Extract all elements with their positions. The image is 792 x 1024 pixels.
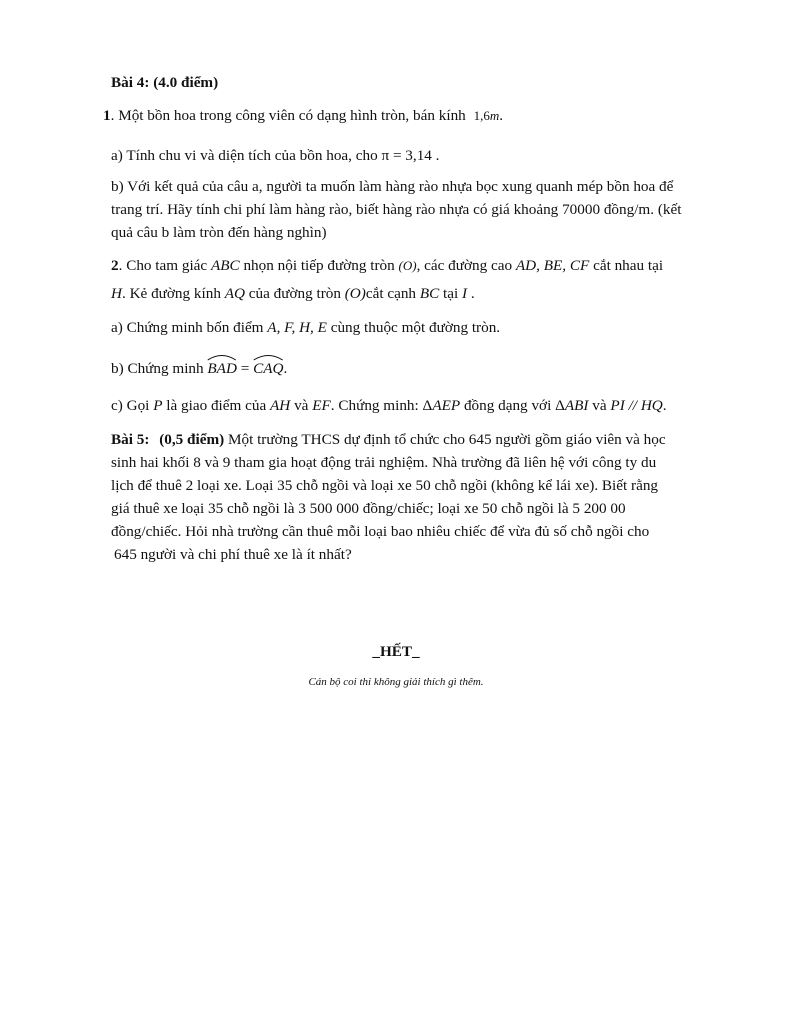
q2-text: . — [470, 285, 475, 302]
bai5-line4: giá thuê xe loại 35 chỗ ngồi là 3 500 000 đồng/chiếc; loại xe 50 chỗ ngồi là 5 200 00 — [111, 500, 626, 517]
arc-label: BAD — [207, 360, 237, 377]
q1-number: 1 — [103, 107, 111, 124]
bai5-text: Một trường THCS dự định tổ chức cho 645 người gồm giáo viên và học — [227, 431, 666, 448]
math-circle-o: (O) — [398, 258, 417, 273]
q2-text: . Cho tam giác — [118, 257, 208, 274]
q1-part-b-line3: quả câu b làm tròn đến hàng nghìn) — [111, 224, 327, 241]
bai5-points: (0,5 điểm) — [159, 431, 225, 448]
end-marker: _HẾT_ — [372, 643, 420, 660]
math-p: P — [153, 397, 163, 414]
q2-line1 — [111, 256, 663, 276]
arc-mark — [207, 353, 237, 361]
q2-line2 — [111, 284, 475, 304]
arc-caq — [253, 359, 283, 379]
q1-radius: 1,6 — [473, 108, 490, 123]
q1-radius-unit: m — [489, 108, 500, 123]
bai5-line5: đồng/chiếc. Hỏi nhà trường cần thuê mỗi loại bao nhiêu chiếc để vừa đủ số chỗ ngồi cho — [111, 523, 650, 540]
math-i: I — [462, 285, 468, 302]
math-h: H — [111, 285, 122, 302]
q1-part-b-line2: trang trí. Hãy tính chi phí làm hàng rào, biết hàng rào nhựa có giá khoảng 70000 đồng/m. (kết — [111, 201, 682, 218]
q1-intro-line: 1. Một bồn hoa trong công viên có dạng hình tròn, bán kính 1,6m. — [103, 107, 503, 124]
q2-part-b — [111, 359, 287, 379]
q2b-text: . — [283, 360, 288, 377]
q2-text: nhọn nội tiếp đường tròn — [243, 257, 395, 274]
q2-text: . Kẻ đường kính — [121, 285, 221, 302]
q2-text: cắt nhau tại — [593, 257, 664, 274]
q2-text: của đường tròn — [248, 285, 341, 302]
math-abc: ABC — [210, 257, 240, 274]
q2a-text: cùng thuộc một đường tròn. — [330, 319, 501, 336]
bai5-line1 — [111, 430, 666, 450]
math-bc: BC — [419, 285, 440, 302]
q2b-text: b) Chứng minh — [111, 360, 204, 377]
arc-label: CAQ — [253, 360, 284, 377]
bai5-line6: 645 người và chi phí thuê xe là ít nhất? — [114, 546, 352, 563]
math-altitudes: AD, BE, CF — [515, 257, 590, 274]
equals-sign: = — [240, 360, 250, 377]
math-pi: PI — [610, 397, 625, 414]
math-aep: AEP — [432, 397, 461, 414]
arc-bad — [207, 359, 237, 379]
math-ef: EF — [312, 397, 331, 414]
math-ah: AH — [270, 397, 291, 414]
q2-part-a — [111, 318, 500, 338]
q2c-text: . Chứng minh: Δ — [330, 397, 433, 414]
math-aq: AQ — [224, 285, 245, 302]
q2c-text: và — [294, 397, 309, 414]
q2-text: tại — [443, 285, 459, 302]
q2-part-c — [111, 396, 667, 416]
q2c-text: và — [592, 397, 607, 414]
bai5-line2: sinh hai khối 8 và 9 tham gia hoạt động trải nghiệm. Nhà trường đã liên hệ với công ty du — [111, 454, 657, 471]
bai4-heading: Bài 4: (4.0 điểm) — [111, 74, 219, 91]
q1-intro: . Một bồn hoa trong công viên có dạng hình tròn, bán kính — [110, 107, 466, 124]
q2-text: cắt cạnh — [365, 285, 417, 302]
proctor-note: Cán bộ coi thi không giải thích gì thêm. — [308, 676, 484, 688]
q2c-text: . — [662, 397, 667, 414]
math-abi: ABI — [564, 397, 589, 414]
q2c-text: đồng dạng với Δ — [463, 397, 565, 414]
q2c-text: c) Gọi — [111, 397, 150, 414]
math-points: A, F, H, E — [267, 319, 327, 336]
q1-part-a: a) Tính chu vi và diện tích của bồn hoa, cho π = 3,14 . — [111, 147, 440, 164]
q2-text: , các đường cao — [416, 257, 513, 274]
bai5-heading: Bài 5: — [111, 431, 150, 448]
q2a-text: a) Chứng minh bốn điểm — [111, 319, 264, 336]
q2c-text: là giao điểm của — [166, 397, 267, 414]
parallel-sign: // — [628, 397, 638, 414]
q2-number: 2 — [111, 257, 119, 274]
bai5-line3: lịch để thuê 2 loại xe. Loại 35 chỗ ngồi và loại xe 50 chỗ ngồi (không kể lái xe). Biết rằng — [111, 477, 659, 494]
math-circle-o: (O) — [344, 285, 366, 302]
q1-part-b-line1: b) Với kết quả của câu a, người ta muốn làm hàng rào nhựa bọc xung quanh mép bồn hoa để — [111, 178, 674, 195]
arc-mark — [253, 353, 283, 361]
math-hq: HQ — [640, 397, 663, 414]
